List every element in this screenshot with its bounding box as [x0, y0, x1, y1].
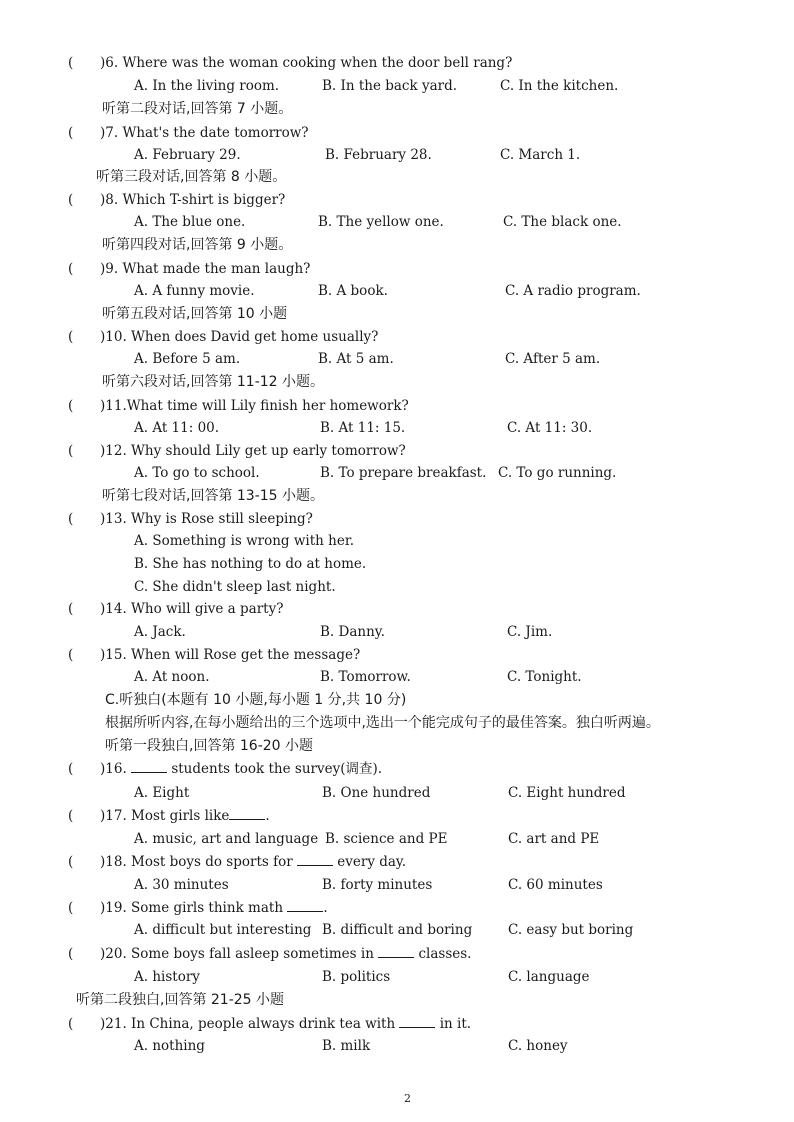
option-a: A. difficult but interesting	[134, 922, 312, 938]
answer-bracket[interactable]: (	[68, 511, 74, 527]
section-instruction: 听第五段对话,回答第 10 小题	[102, 306, 288, 322]
answer-bracket[interactable]: (	[68, 808, 74, 824]
question-8	[68, 191, 285, 209]
answer-bracket[interactable]: (	[68, 398, 74, 414]
question-17	[68, 807, 270, 825]
section-instruction: 听第六段对话,回答第 11-12 小题。	[102, 374, 325, 390]
option-a: A. Jack.	[134, 624, 186, 640]
answer-bracket[interactable]: (	[68, 761, 74, 777]
question-text: )8. Which T-shirt is bigger?	[100, 192, 286, 208]
option-a: A. Something is wrong with her.	[134, 533, 355, 549]
question-20	[68, 945, 471, 963]
question-text: )15. When will Rose get the message?	[100, 647, 361, 663]
answer-bracket[interactable]: (	[68, 601, 74, 617]
question-16	[68, 760, 382, 778]
option-c: C. A radio program.	[505, 283, 641, 299]
fill-blank	[399, 1015, 435, 1028]
option-c: C. art and PE	[508, 831, 600, 847]
section-instruction: 听第四段对话,回答第 9 小题。	[102, 237, 293, 253]
option-a: A. music, art and language	[134, 831, 319, 847]
answer-bracket[interactable]: (	[68, 192, 74, 208]
question-13	[68, 510, 313, 528]
option-b: B. forty minutes	[322, 877, 433, 893]
option-a: A. February 29.	[134, 147, 241, 163]
question-18	[68, 853, 406, 871]
question-text: every day.	[332, 854, 407, 870]
section-instruction: 听第七段对话,回答第 13-15 小题。	[102, 488, 325, 504]
answer-bracket[interactable]: (	[68, 125, 74, 141]
question-text: )10. When does David get home usually?	[100, 329, 379, 345]
answer-bracket[interactable]: (	[68, 647, 74, 663]
option-b: B. milk	[322, 1038, 371, 1054]
question-text: )19. Some girls think math	[100, 900, 288, 916]
question-text: )16.	[100, 761, 132, 777]
option-c: C. The black one.	[503, 214, 622, 230]
answer-bracket[interactable]: (	[68, 261, 74, 277]
option-b: B. The yellow one.	[318, 214, 444, 230]
question-text: classes.	[414, 946, 472, 962]
option-b: B. A book.	[318, 283, 388, 299]
fill-blank	[131, 760, 167, 773]
option-c: C. 60 minutes	[508, 877, 603, 893]
question-21	[68, 1015, 471, 1033]
question-9	[68, 260, 310, 278]
fill-blank	[229, 807, 265, 820]
question-text: .	[323, 900, 328, 916]
part-c-heading: C.听独白(本题有 10 小题,每小题 1 分,共 10 分)	[105, 692, 407, 708]
option-c: C. language	[508, 969, 590, 985]
option-b: B. Tomorrow.	[320, 669, 411, 685]
question-10	[68, 328, 378, 346]
option-a: A. The blue one.	[134, 214, 246, 230]
question-19	[68, 899, 328, 917]
option-c: C. March 1.	[500, 147, 581, 163]
option-a: A. At noon.	[134, 669, 210, 685]
answer-bracket[interactable]: (	[68, 1016, 74, 1032]
question-11	[68, 397, 409, 415]
answer-bracket[interactable]: (	[68, 854, 74, 870]
question-text: )6. Where was the woman cooking when the door bell rang?	[100, 55, 513, 71]
question-text: students took the survey(调查).	[167, 761, 383, 777]
question-15	[68, 646, 360, 664]
option-b: B. difficult and boring	[322, 922, 473, 938]
option-a: A. To go to school.	[134, 465, 260, 481]
fill-blank	[297, 853, 333, 866]
option-b: B. At 5 am.	[318, 351, 394, 367]
section-instruction: 听第一段独白,回答第 16-20 小题	[105, 738, 314, 754]
option-a: A. A funny movie.	[134, 283, 255, 299]
section-instruction: 听第二段独白,回答第 21-25 小题	[76, 992, 285, 1008]
option-c: C. Eight hundred	[508, 785, 626, 801]
option-c: C. Tonight.	[507, 669, 582, 685]
question-text: )18. Most boys do sports for	[100, 854, 297, 870]
answer-bracket[interactable]: (	[68, 443, 74, 459]
option-a: A. Eight	[134, 785, 190, 801]
answer-bracket[interactable]: (	[68, 329, 74, 345]
answer-bracket[interactable]: (	[68, 946, 74, 962]
option-c: C. honey	[508, 1038, 568, 1054]
option-c: C. easy but boring	[508, 922, 634, 938]
option-a: A. At 11: 00.	[134, 420, 220, 436]
question-7	[68, 124, 309, 142]
option-a: A. In the living room.	[134, 78, 280, 94]
option-c: C. She didn't sleep last night.	[134, 579, 336, 595]
fill-blank	[378, 945, 414, 958]
option-b: B. Danny.	[320, 624, 385, 640]
option-b: B. At 11: 15.	[320, 420, 406, 436]
option-a: A. history	[134, 969, 200, 985]
question-6	[68, 54, 512, 72]
question-text: )14. Who will give a party?	[100, 601, 284, 617]
section-instruction: 听第三段对话,回答第 8 小题。	[96, 169, 287, 185]
question-text: )21. In China, people always drink tea with	[100, 1016, 400, 1032]
question-text: )9. What made the man laugh?	[100, 261, 311, 277]
question-14	[68, 600, 283, 618]
option-b: B. science and PE	[325, 831, 448, 847]
option-b: B. politics	[322, 969, 391, 985]
part-c-instruction: 根据所听内容,在每小题给出的三个选项中,选出一个能完成句子的最佳答案。独白听两遍。	[105, 715, 660, 731]
option-a: A. nothing	[134, 1038, 205, 1054]
fill-blank	[287, 899, 323, 912]
answer-bracket[interactable]: (	[68, 900, 74, 916]
question-text: )13. Why is Rose still sleeping?	[100, 511, 313, 527]
question-text: )17. Most girls like	[100, 808, 230, 824]
question-text: )20. Some boys fall asleep sometimes in	[100, 946, 379, 962]
question-text: in it.	[435, 1016, 472, 1032]
question-text: )12. Why should Lily get up early tomorrow?	[100, 443, 406, 459]
question-text: )11.What time will Lily finish her homework?	[100, 398, 409, 414]
section-instruction: 听第二段对话,回答第 7 小题。	[102, 101, 293, 117]
question-text: .	[265, 808, 270, 824]
answer-bracket[interactable]: (	[68, 55, 74, 71]
option-c: C. Jim.	[507, 624, 553, 640]
option-b: B. In the back yard.	[322, 78, 458, 94]
page-number: 2	[404, 1092, 411, 1105]
question-12	[68, 442, 406, 460]
option-b: B. February 28.	[325, 147, 432, 163]
option-a: A. 30 minutes	[134, 877, 229, 893]
option-a: A. Before 5 am.	[134, 351, 241, 367]
option-b: B. She has nothing to do at home.	[134, 556, 367, 572]
option-b: B. To prepare breakfast.	[320, 465, 487, 481]
option-c: C. After 5 am.	[505, 351, 601, 367]
option-b: B. One hundred	[322, 785, 431, 801]
option-c: C. In the kitchen.	[500, 78, 619, 94]
option-c: C. At 11: 30.	[507, 420, 593, 436]
option-c: C. To go running.	[498, 465, 617, 481]
question-text: )7. What's the date tomorrow?	[100, 125, 309, 141]
